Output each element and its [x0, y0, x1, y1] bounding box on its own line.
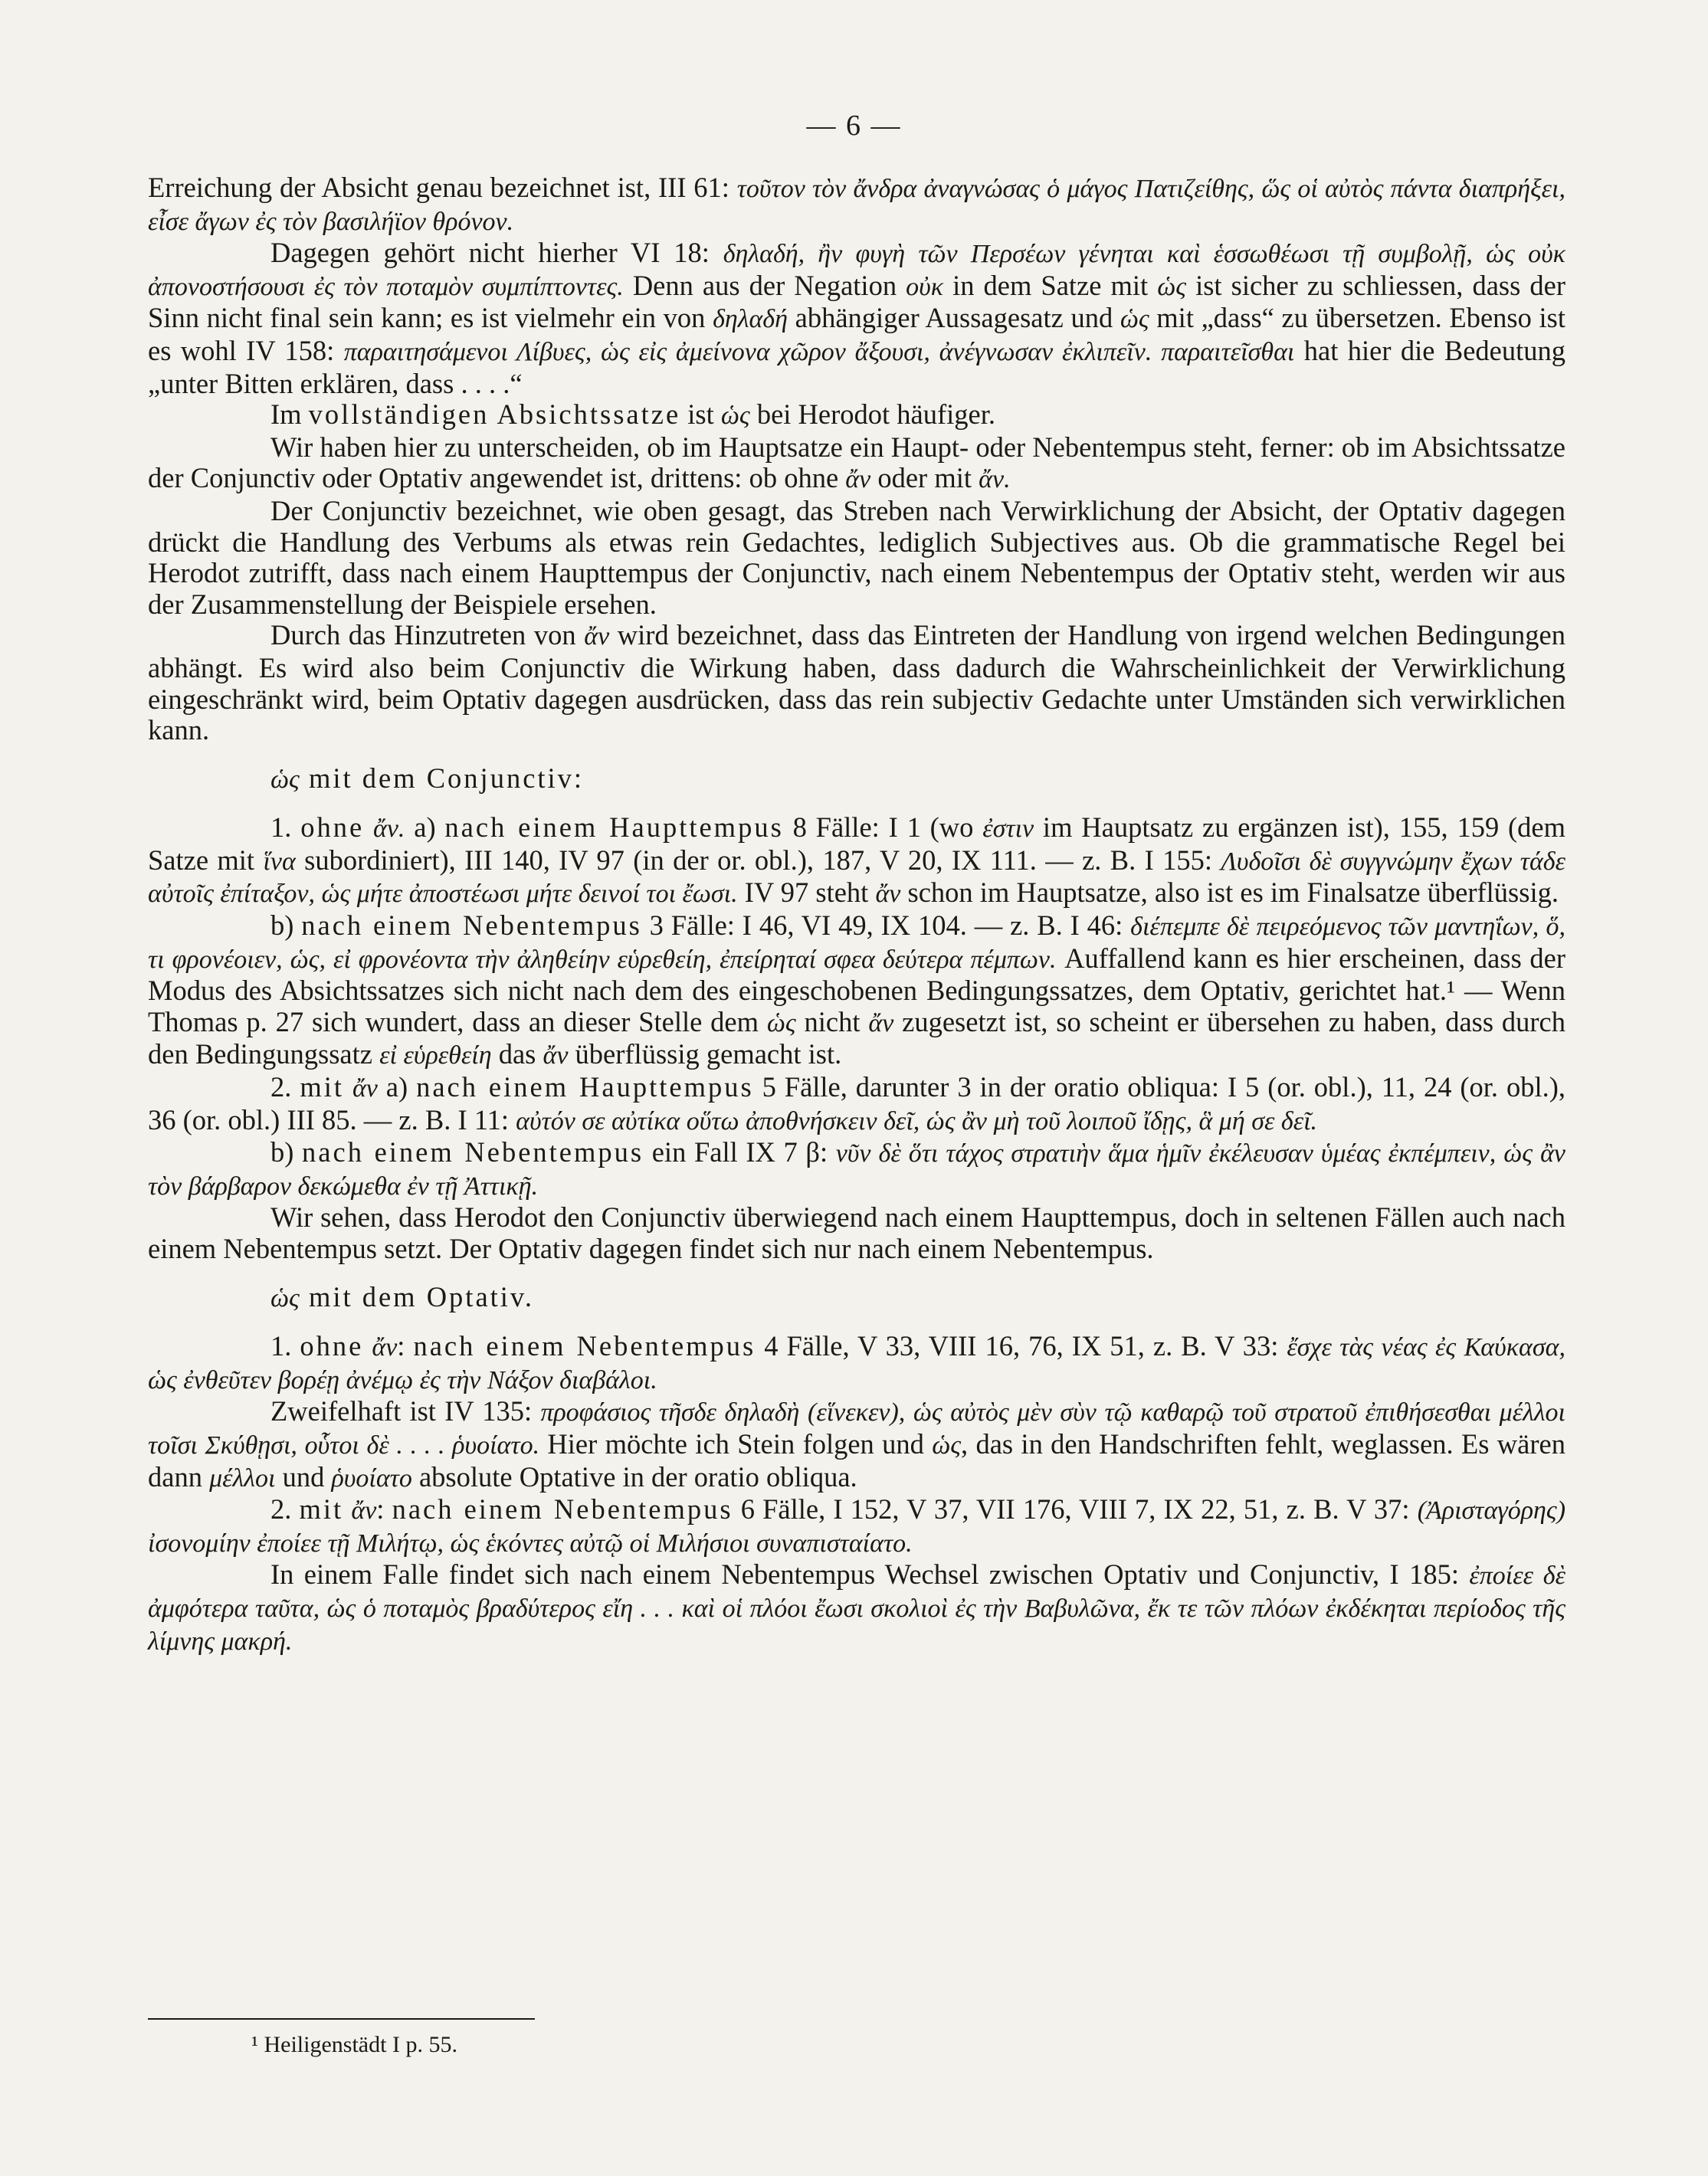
spaced-emphasis: mit	[299, 1493, 344, 1525]
text-run: IV 97 steht	[737, 877, 876, 909]
spaced-emphasis: mit	[300, 1071, 344, 1103]
text-run: a)	[405, 811, 445, 844]
text-run: 1.	[270, 1330, 300, 1362]
body-text	[148, 172, 1565, 1657]
greek-quote: ἄν	[584, 622, 610, 651]
paragraph	[148, 1137, 1565, 1202]
text-run: ist sicher zu schliessen, dass der Sinn nicht final sein kann; es ist vielmehr ein von	[148, 269, 1565, 334]
greek-quote: ἔσχε τὰς νέας ἐς Καύκασα, ὡς ἐνθεῦτεν βορέῃ ἀνέμῳ ἐς τὴν Νάξον διαβάλοι.	[148, 1333, 1566, 1394]
text-run: schon im Hauptsatze, also ist es im Finalsatze überflüssig.	[900, 877, 1559, 909]
text-run: in dem Satze mit	[943, 269, 1158, 301]
spaced-emphasis: nach einem Nebentempus	[301, 909, 642, 942]
text-run: Hier möchte ich Stein folgen und	[539, 1427, 933, 1460]
text-run: :	[397, 1330, 414, 1362]
greek-quote: ἄν	[543, 1041, 569, 1070]
text-run: ein Fall IX 7 β:	[644, 1136, 836, 1168]
paragraph	[148, 496, 1565, 620]
text-run	[343, 1493, 351, 1525]
greek-quote: ἐποίεε δὲ ἀμφότερα ταῦτα, ὡς ὁ ποταμὸς βραδύτερος εἴη . . . καὶ οἱ πλόοι ἔωσι σκολιοὶ ἐς τὴν Βαβυλῶνα, ἔκ τε τῶν πλόων ἐκδέκηται περίοδος τῆς λίμνης μακρή.	[148, 1562, 1566, 1656]
spaced-emphasis: ohne	[300, 1330, 364, 1362]
text-run: 4 Fälle, V 33, VIII 16, 76, IX 51, z. B. V 33:	[756, 1330, 1287, 1362]
text-run: absolute Optative in der oratio obliqua.	[411, 1460, 857, 1493]
text-run: 3 Fälle: I 46, VI 49, IX 104. — z. B. I 46:	[641, 909, 1131, 942]
text-run: Durch das Hinzutreten von	[270, 619, 585, 651]
section-heading	[270, 763, 1565, 796]
text-run: , das in den Handschriften fehlt, weglassen. Es wären dann	[148, 1427, 1565, 1493]
text-run: :	[376, 1493, 392, 1525]
spaced-emphasis: ohne	[300, 811, 365, 844]
text-run: Wir sehen, dass Herodot den Conjunctiv überwiegend nach einem Haupttempus, doch in seltenen Fällen auch nach einem Nebentempus setzt. Der Optativ dagegen findet sich nur nach einem Nebentempus.	[148, 1201, 1565, 1264]
text-run: Wir haben hier zu unterscheiden, ob im Hauptsatze ein Haupt- oder Nebentempus steht, ferner: ob im Absichtssatze der Conjunctiv oder Optativ angewendet ist, drittens: ob ohne	[148, 431, 1565, 494]
greek-quote: ἵνα	[263, 847, 296, 876]
text-run: In einem Falle findet sich nach einem Nebentempus Wechsel zwischen Optativ und Conjunctiv, I 185:	[270, 1558, 1470, 1591]
greek-quote: οὐκ	[906, 272, 944, 301]
text-run: wird bezeichnet, dass das Eintreten der Handlung von irgend welchen Bedingungen abhängt. Es wird also beim Conjunctiv die Wirkung haben, dass dadurch die Wahrscheinlichkeit der Verwirklichung eingeschränkt wird, beim Optativ dagegen ausdrücken, dass das rein subjectiv Gedachte unter Umständen sich verwirklichen kann.	[148, 619, 1565, 746]
greek-quote: μέλλοι	[209, 1463, 276, 1493]
spaced-emphasis: nach einem Nebentempus	[413, 1330, 756, 1362]
spaced-emphasis: nach einem Nebentempus	[392, 1493, 733, 1525]
text-run: b)	[270, 909, 302, 942]
greek-quote: δηλαδή	[713, 305, 788, 334]
text-run	[344, 1071, 352, 1103]
text-run: Der Conjunctiv bezeichnet, wie oben gesagt, das Streben nach Verwirklichung der Absicht, der Optativ dagegen drückt die Handlung des Verbums als etwas rein Gedachtes, lediglich Subjectives aus. Ob die grammatische Regel bei Herodot zutrifft, dass nach einem Haupttempus der Conjunctiv, nach einem Nebentempus der Optativ steht, werden wir aus der Zusammenstellung der Beispiele ersehen.	[148, 494, 1565, 620]
greek-quote: δηλαδή, ἢν φυγὴ τῶν Περσέων γένηται καὶ ἑσσωθέωσι τῇ συμβολῇ, ὡς οὐκ ἀπονοστήσουσι ἐς τὸν ποταμὸν συμπίπτοντες.	[148, 240, 1565, 301]
paragraph	[148, 812, 1565, 910]
text-run: subordiniert), III 140, IV 97 (in der or. obl.), 187, V 20, IX 111. — z. B. I 155:	[295, 844, 1221, 876]
paragraph	[148, 1396, 1565, 1494]
text-run: mit „dass“ zu übersetzen. Ebenso ist es wohl IV 158:	[148, 302, 1565, 366]
paragraph	[148, 1331, 1565, 1396]
greek-quote: ὡς	[270, 1283, 300, 1312]
greek-quote: εἰ εὑρεθείη	[379, 1041, 492, 1070]
greek-quote: ἄν	[351, 1496, 377, 1525]
text-run: 2.	[270, 1493, 300, 1525]
greek-quote: ὡς	[766, 1008, 796, 1037]
paragraph	[148, 1494, 1565, 1559]
greek-quote: ῥυοίατο	[331, 1463, 412, 1493]
greek-quote: ἐστιν	[982, 814, 1034, 844]
greek-quote: ἄν	[845, 465, 871, 494]
text-run: 5 Fälle, darunter 3 in der oratio obliqua: I 5 (or. obl.), 11, 24 (or. obl.), 36 (or. obl.) III 85. — z. B. I 11:	[148, 1071, 1566, 1136]
text-run	[364, 811, 373, 843]
greek-quote: ὡς	[270, 765, 300, 794]
greek-quote: ἄν.	[372, 814, 405, 844]
text-run: bei Herodot häufiger.	[749, 398, 996, 431]
greek-quote: Λυδοῖσι δὲ συγγνώμην ἔχων τάδε αὐτοῖς ἐπίταξον, ὡς μήτε ἀποστέωσι μήτε δεινοί τοι ἔωσι.	[148, 847, 1565, 909]
text-run: oder mit	[870, 462, 979, 494]
paragraph	[148, 620, 1565, 746]
greek-quote: ἄν.	[979, 465, 1011, 494]
greek-quote: ὡς	[720, 401, 750, 431]
text-run: Erreichung der Absicht genau bezeichnet ist, III 61:	[148, 172, 737, 203]
page-number: — 6 —	[806, 110, 902, 142]
greek-quote: ὡς	[1120, 305, 1149, 334]
spaced-emphasis: mit dem Conjunctiv:	[299, 762, 585, 794]
section-heading	[270, 1282, 1565, 1315]
spaced-emphasis: nach einem Haupttempus	[416, 1071, 754, 1103]
paragraph	[148, 1072, 1565, 1137]
greek-quote: προφάσιος τῆσδε δηλαδὴ (εἵνεκεν), ὡς αὐτὸς μὲν σὺν τῷ καθαρῷ τοῦ στρατοῦ ἐπιθήσεσθαι μέλλοι τοῖσι Σκύθῃσι, οὗτοι δὲ . . . . ῥυοίατο.	[148, 1398, 1565, 1460]
paragraph	[148, 1202, 1565, 1264]
greek-quote: αὐτόν σε αὐτίκα οὕτω ἀποθνήσκειν δεῖ, ὡς ἂν μὴ τοῦ λοιποῦ ἴδῃς, ἃ μή σε δεῖ.	[516, 1106, 1318, 1136]
greek-quote: ἄν	[875, 880, 901, 909]
text-run: das	[491, 1038, 543, 1070]
text-run: und	[275, 1460, 332, 1493]
text-run: 2.	[270, 1071, 300, 1103]
text-run: 8 Fälle: I 1 (wo	[783, 811, 983, 844]
greek-quote: τοῦτον τὸν ἄνδρα ἀναγνώσας ὁ μάγος Πατιζείθης, ὥς οἱ αὐτὸς πάντα διαπρήξει, εἶσε ἄγων ἐς τὸν βασιλήϊον θρόνον.	[148, 175, 1566, 236]
text-run: abhängiger Aussagesatz und	[787, 302, 1120, 334]
greek-quote: παραιτησάμενοι Λίβυες, ὡς εἰς ἀμείνονα χῶρον ἄξουσι, ἀνέγνωσαν ἐκλιπεῖν. παραιτεῖσθαι	[343, 337, 1295, 366]
spaced-emphasis: nach einem Haupttempus	[444, 811, 784, 844]
greek-quote: ὡς	[932, 1430, 962, 1460]
greek-quote: ἄν	[868, 1008, 894, 1037]
text-run: zugesetzt ist, so scheint er übersehen zu haben, dass durch den Bedingungssatz	[148, 1005, 1566, 1070]
greek-quote: ὡς	[1157, 272, 1187, 301]
text-run: 6 Fälle, I 152, V 37, VII 176, VIII 7, IX 22, 51, z. B. V 37:	[733, 1493, 1418, 1525]
footnote-divider	[148, 2018, 535, 2020]
text-run: ist	[680, 398, 721, 431]
text-run: a)	[377, 1071, 417, 1103]
text-run: Dagegen gehört nicht hierher VI 18:	[270, 237, 723, 269]
text-run: Denn aus der Negation	[623, 269, 906, 301]
text-run: 1.	[270, 811, 301, 844]
greek-quote: νῦν δὲ ὅτι τάχος στρατιὴν ἅμα ἡμῖν ἐκέλευσαν ὑμέας ἐκπέμπειν, ὡς ἂν τὸν βάρβαρον δεκώμεθα ἐν τῇ Ἀττικῇ.	[148, 1139, 1566, 1201]
greek-quote: διέπεμπε δὲ πειρεόμενος τῶν μαντηΐων, ὅ, τι φρονέοιεν, ὡς, εἰ φρονέοντα τὴν ἀληθείην εὑρεθείη, ἐπείρηταί σφεα δεύτερα πέμπων.	[148, 913, 1565, 974]
spaced-emphasis: vollständigen Absichtssatze	[308, 398, 681, 431]
text-run: überflüssig gemacht ist.	[568, 1038, 842, 1070]
paragraph	[148, 910, 1565, 1072]
spaced-emphasis: nach einem Nebentempus	[302, 1136, 644, 1168]
text-run: Auffallend kann es hier erscheinen, dass der Modus des Absichtssatzes sich nicht nach dem des eingeschobenen Bedingungssatzes, dem Optativ, gerichtet hat.¹ — Wenn Thomas p. 27 sich wundert, dass an dieser Stelle dem	[148, 942, 1565, 1037]
footnote: ¹ Heiligenstädt I p. 55.	[251, 2032, 457, 2057]
text-run: Zweifelhaft ist IV 135:	[270, 1395, 541, 1427]
text-run: hat hier die Bedeutung „unter Bitten erklären, dass . . . .“	[148, 334, 1565, 399]
text-run: b)	[270, 1136, 303, 1168]
text-run: nicht	[795, 1005, 869, 1037]
paragraph	[148, 172, 1565, 238]
paragraph	[148, 399, 1565, 432]
spaced-emphasis: mit dem Optativ.	[299, 1280, 534, 1312]
paragraph	[148, 432, 1565, 496]
text-run: im Hauptsatz zu ergänzen ist), 155, 159 (dem Satze mit	[148, 811, 1566, 876]
text-run: Im	[270, 398, 309, 431]
greek-quote: (Ἀρισταγόρης) ἰσονομίην ἐποίεε τῇ Μιλήτῳ, ὡς ἑκόντες αὐτῷ οἱ Μιλήσιοι συναπισταίατο.	[148, 1496, 1566, 1558]
paragraph	[148, 238, 1565, 399]
greek-quote: ἄν	[352, 1074, 378, 1103]
paragraph	[148, 1559, 1565, 1657]
greek-quote: ἄν	[372, 1333, 398, 1362]
text-run	[363, 1330, 372, 1362]
